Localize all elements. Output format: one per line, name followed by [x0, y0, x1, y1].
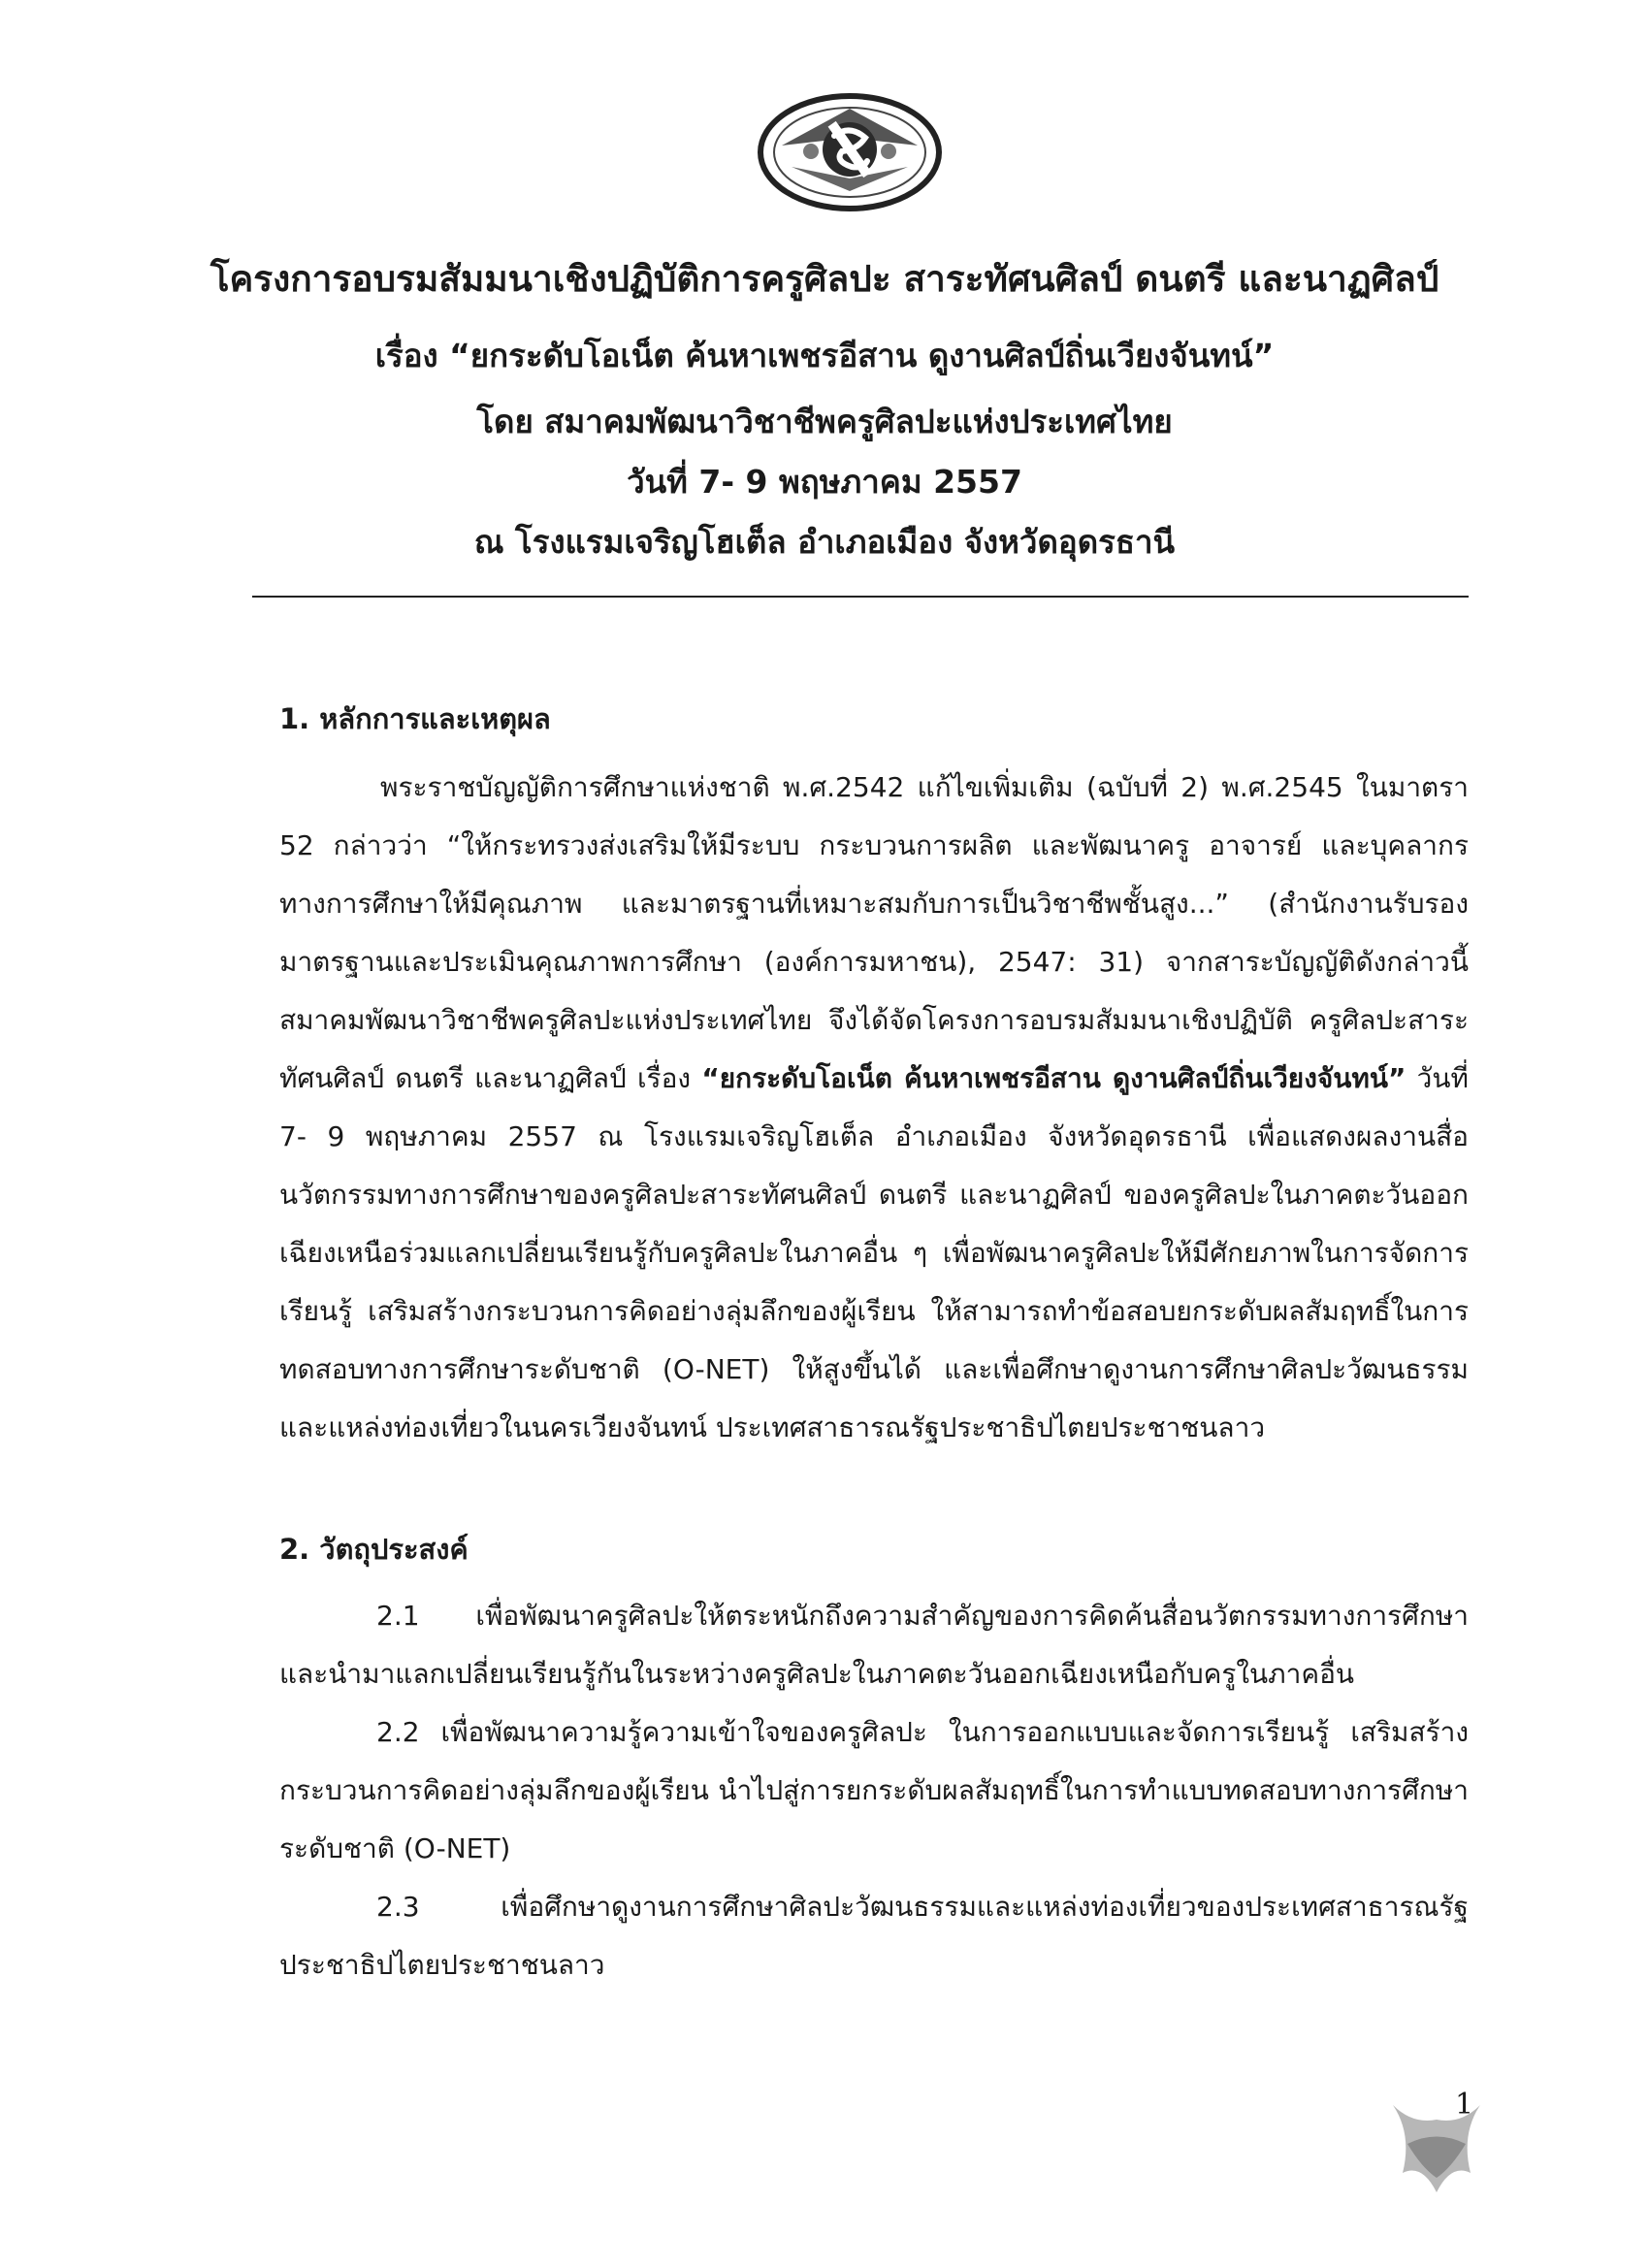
objective-item [279, 1587, 1469, 1703]
page-number: 1 [1455, 2088, 1474, 2122]
page-ornament [1383, 2076, 1490, 2202]
rationale-paragraph [279, 759, 1469, 1457]
project-title: โครงการอบรมสัมมนาเชิงปฏิบัติการครูศิลปะ สาระทัศนศิลป์ ดนตรี และนาฏศิลป์ [210, 258, 1439, 300]
header-divider [252, 596, 1469, 598]
rationale-project-name: “ยกระดับโอเน็ต ค้นหาเพชรอีสาน ดูงานศิลป์ถิ่นเวียงจันทน์” [701, 1062, 1406, 1094]
objective-item [279, 1878, 1469, 1994]
event-date: วันที่ 7- 9 พฤษภาคม 2557 [627, 463, 1022, 501]
objective-item [279, 1703, 1469, 1878]
association-logo [753, 89, 947, 215]
rationale-text-b: วันที่ 7- 9 พฤษภาคม 2557 ณ โรงแรมเจริญโฮเต็ล อำเภอเมือง จังหวัดอุดรธานี เพื่อแสดงผลงานสื่อนวัตกรรมทางการศึกษาของครูศิลปะสาระทัศนศิลป์ ดนตรี และนาฏศิลป์ ของครูศิลปะในภาคตะวันออกเฉียงเหนือร่วมแลกเปลี่ยนเรียนรู้กับครูศิลปะในภาคอื่น ๆ เพื่อพัฒนาครูศิลปะให้มีศักยภาพในการจัดการเรียนรู้ เสริมสร้างกระบวนการคิดอย่างลุ่มลึกของผู้เรียน ให้สามารถทำข้อสอบยกระดับผลสัมฤทธิ์ในการทดสอบทางการศึกษาระดับชาติ (O-NET) ให้สูงขึ้นได้ และเพื่อศึกษาดูงานการศึกษาศิลปะวัฒนธรรมและแหล่งท่องเที่ยวในนครเวียงจันทน์ ประเทศสาธารณรัฐประชาธิปไตยประชาชนลาว [279, 1062, 1469, 1443]
objective-2-2: 2.2 เพื่อพัฒนาความรู้ความเข้าใจของครูศิลปะ ในการออกแบบและจัดการเรียนรู้ เสริมสร้างกระบวนการคิดอย่างลุ่มลึกของผู้เรียน นำไปสู่การยกระดับผลสัมฤทธิ์ในการทำแบบทดสอบทางการศึกษาระดับชาติ (O-NET) [279, 1716, 1469, 1864]
section-heading-objectives: 2. วัตถุประสงค์ [279, 1533, 469, 1566]
objective-2-3: 2.3 เพื่อศึกษาดูงานการศึกษาศิลปะวัฒนธรรมและแหล่งท่องเที่ยวของประเทศสาธารณรัฐประชาธิปไตยประชาชนลาว [279, 1891, 1469, 1981]
section-heading-rationale: 1. หลักการและเหตุผล [279, 702, 551, 735]
event-venue: ณ โรงแรมเจริญโฮเต็ล อำเภอเมือง จังหวัดอุดรธานี [473, 523, 1176, 561]
organizer: โดย สมาคมพัฒนาวิชาชีพครูศิลปะแห่งประเทศไทย [476, 403, 1173, 440]
rationale-text-a: พระราชบัญญัติการศึกษาแห่งชาติ พ.ศ.2542 แก้ไขเพิ่มเติม (ฉบับที่ 2) พ.ศ.2545 ในมาตรา 52 กล่าวว่า “ให้กระทรวงส่งเสริมให้มีระบบ กระบวนการผลิต และพัฒนาครู อาจารย์ และบุคลากรทางการศึกษาให้มีคุณภาพ และมาตรฐานที่เหมาะสมกับการเป็นวิชาชีพชั้นสูง...” (สำนักงานรับรองมาตรฐานและประเมินคุณภาพการศึกษา (องค์การมหาชน), 2547: 31) จากสาระบัญญัติดังกล่าวนี้ สมาคมพัฒนาวิชาชีพครูศิลปะแห่งประเทศไทย จึงได้จัดโครงการอบรมสัมมนาเชิงปฏิบัติ ครูศิลปะสาระทัศนศิลป์ ดนตรี และนาฏศิลป์ เรื่อง [279, 771, 1469, 1094]
project-subject: เรื่อง “ยกระดับโอเน็ต ค้นหาเพชรอีสาน ดูงานศิลป์ถิ่นเวียงจันทน์” [374, 337, 1275, 374]
objective-2-1: 2.1 เพื่อพัฒนาครูศิลปะให้ตระหนักถึงความสำคัญของการคิดค้นสื่อนวัตกรรมทางการศึกษาและนำมาแลกเปลี่ยนเรียนรู้กันในระหว่างครูศิลปะในภาคตะวันออกเฉียงเหนือกับครูในภาคอื่น [279, 1600, 1469, 1690]
